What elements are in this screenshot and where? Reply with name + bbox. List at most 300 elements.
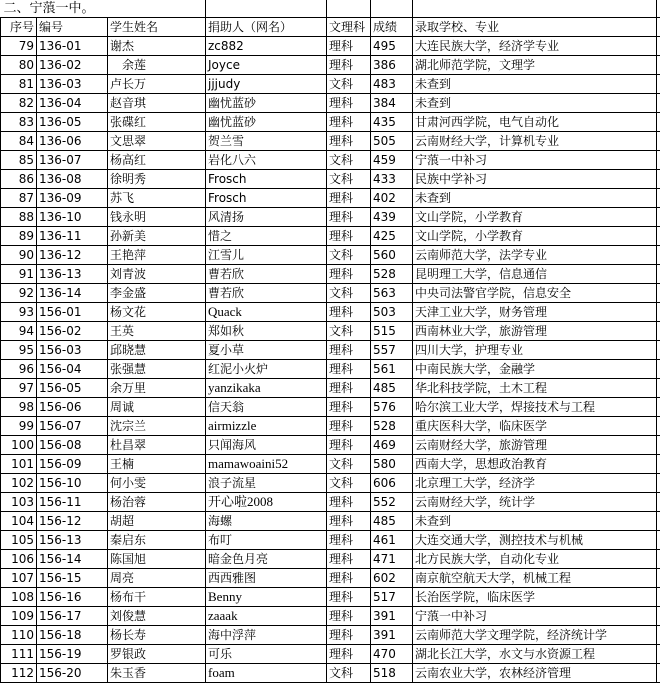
cell-cut xyxy=(657,56,660,75)
cell-no[interactable]: 95 xyxy=(1,341,37,360)
cell-name[interactable]: 徐明秀 xyxy=(108,170,206,189)
cell-track[interactable]: 理科 xyxy=(327,550,371,569)
cell-donor[interactable]: airmizzle xyxy=(206,417,327,436)
cell-school[interactable]: 云南农业大学，农林经济管理 xyxy=(413,664,657,683)
cell-name[interactable]: 沈宗兰 xyxy=(108,417,206,436)
cell-track[interactable]: 文科 xyxy=(327,455,371,474)
cell-name[interactable]: 秦启东 xyxy=(108,531,206,550)
cell-school[interactable]: 甘肃河西学院，电气自动化 xyxy=(413,113,657,132)
cell-school[interactable]: 哈尔滨工业大学，焊接技术与工程 xyxy=(413,398,657,417)
cell-school[interactable]: 北方民族大学，自动化专业 xyxy=(413,550,657,569)
cell-score[interactable]: 471 xyxy=(371,550,413,569)
cell-donor[interactable]: 海中浮萍 xyxy=(206,626,327,645)
cell-code[interactable]: 156-10 xyxy=(37,474,108,493)
cell-name[interactable]: 杨治蓉 xyxy=(108,493,206,512)
cell-cut xyxy=(657,37,660,56)
cell-name[interactable]: 余万里 xyxy=(108,379,206,398)
cell-score[interactable]: 518 xyxy=(371,664,413,683)
cell-no[interactable]: 101 xyxy=(1,455,37,474)
cell-code[interactable]: 136-02 xyxy=(37,56,108,75)
cell-no[interactable]: 102 xyxy=(1,474,37,493)
cell-school[interactable]: 北京理工大学，经济学 xyxy=(413,474,657,493)
cell-name[interactable]: 谢杰 xyxy=(108,37,206,56)
cell-donor[interactable]: zaaak xyxy=(206,607,327,626)
cell-track[interactable]: 理科 xyxy=(327,360,371,379)
cell-name[interactable]: 朱玉香 xyxy=(108,664,206,683)
cell-track[interactable]: 理科 xyxy=(327,227,371,246)
cell-code[interactable]: 156-02 xyxy=(37,322,108,341)
cell-donor[interactable]: 郑如秋 xyxy=(206,322,327,341)
title-row xyxy=(1,0,660,18)
cell-school[interactable]: 湖北长江大学，水文与水资源工程 xyxy=(413,645,657,664)
cell-cut xyxy=(657,132,660,151)
cell-cut xyxy=(657,531,660,550)
table-row xyxy=(1,341,660,360)
table-body xyxy=(1,37,660,683)
cell-donor[interactable]: 幽忧蓝砂 xyxy=(206,94,327,113)
cell-name[interactable]: 周诚 xyxy=(108,398,206,417)
cell-code[interactable]: 156-12 xyxy=(37,512,108,531)
cell-no[interactable]: 93 xyxy=(1,303,37,322)
cell-track[interactable]: 文科 xyxy=(327,284,371,303)
cell-school[interactable]: 长治医学院，临床医学 xyxy=(413,588,657,607)
cell-donor[interactable]: Frosch xyxy=(206,170,327,189)
cell-school[interactable]: 文山学院，小学教育 xyxy=(413,208,657,227)
cell-cut xyxy=(657,550,660,569)
cell-code[interactable]: 136-04 xyxy=(37,94,108,113)
cell-track[interactable]: 理科 xyxy=(327,113,371,132)
cell-score[interactable]: 483 xyxy=(371,75,413,94)
header-row xyxy=(1,18,660,37)
cell-name[interactable]: 刘青波 xyxy=(108,265,206,284)
cell-cut xyxy=(657,417,660,436)
cell-no[interactable]: 111 xyxy=(1,645,37,664)
cell-code[interactable]: 156-17 xyxy=(37,607,108,626)
cell-no[interactable]: 82 xyxy=(1,94,37,113)
cell-track[interactable]: 文科 xyxy=(327,246,371,265)
cell-no[interactable]: 90 xyxy=(1,246,37,265)
table-row xyxy=(1,265,660,284)
cell-name[interactable]: 杜昌翠 xyxy=(108,436,206,455)
cell-score[interactable]: 435 xyxy=(371,113,413,132)
cell-donor[interactable]: zc882 xyxy=(206,37,327,56)
cell-score[interactable]: 461 xyxy=(371,531,413,550)
cell-donor[interactable]: 可乐 xyxy=(206,645,327,664)
cell-cut xyxy=(657,246,660,265)
cell-cut xyxy=(657,474,660,493)
cell-score[interactable]: 528 xyxy=(371,265,413,284)
table-row xyxy=(1,246,660,265)
cell-score[interactable]: 425 xyxy=(371,227,413,246)
cell-name[interactable]: 李金盛 xyxy=(108,284,206,303)
cell-donor[interactable]: Joyce xyxy=(206,56,327,75)
cell-school[interactable]: 未查到 xyxy=(413,94,657,113)
cell-score[interactable]: 402 xyxy=(371,189,413,208)
cell-no[interactable]: 106 xyxy=(1,550,37,569)
cell-school[interactable]: 未查到 xyxy=(413,512,657,531)
cell-score[interactable]: 439 xyxy=(371,208,413,227)
cell-track[interactable]: 文科 xyxy=(327,75,371,94)
cell-code[interactable]: 136-05 xyxy=(37,113,108,132)
cell-no[interactable]: 83 xyxy=(1,113,37,132)
cell-donor[interactable]: 西西雅图 xyxy=(206,569,327,588)
cell-school[interactable]: 中央司法警官学院，信息安全 xyxy=(413,284,657,303)
cell-track[interactable]: 理科 xyxy=(327,379,371,398)
cell-name[interactable]: 王英 xyxy=(108,322,206,341)
cell-code[interactable]: 136-03 xyxy=(37,75,108,94)
cell-score[interactable]: 552 xyxy=(371,493,413,512)
cell-score[interactable]: 503 xyxy=(371,303,413,322)
table-row xyxy=(1,37,660,56)
column-header-cut xyxy=(657,18,660,37)
cell-name[interactable]: 王艳萍 xyxy=(108,246,206,265)
cell-school[interactable]: 未查到 xyxy=(413,189,657,208)
cell-track[interactable]: 理科 xyxy=(327,417,371,436)
cell-school[interactable]: 未查到 xyxy=(413,75,657,94)
cell-track[interactable]: 理科 xyxy=(327,56,371,75)
cell-name[interactable]: 杨布干 xyxy=(108,588,206,607)
cell-school[interactable]: 宁蒗一中补习 xyxy=(413,151,657,170)
cell-donor[interactable]: 夏小草 xyxy=(206,341,327,360)
cell-school[interactable]: 四川大学，护理专业 xyxy=(413,341,657,360)
cell-code[interactable]: 136-11 xyxy=(37,227,108,246)
cell-donor[interactable]: jjjudy xyxy=(206,75,327,94)
cell-code[interactable]: 136-14 xyxy=(37,284,108,303)
cell-donor[interactable]: 幽忧蓝砂 xyxy=(206,113,327,132)
cell-score[interactable]: 391 xyxy=(371,607,413,626)
cell-track[interactable]: 理科 xyxy=(327,341,371,360)
cell-name[interactable]: 刘俊慧 xyxy=(108,607,206,626)
cell-donor[interactable]: Quack xyxy=(206,303,327,322)
cell-code[interactable]: 136-07 xyxy=(37,151,108,170)
cell-track[interactable]: 理科 xyxy=(327,493,371,512)
cell-school[interactable]: 昆明理工大学，信息通信 xyxy=(413,265,657,284)
cell-no[interactable]: 99 xyxy=(1,417,37,436)
cell-donor[interactable]: 贺兰雪 xyxy=(206,132,327,151)
cell-score[interactable]: 580 xyxy=(371,455,413,474)
cell-donor[interactable]: yanzikaka xyxy=(206,379,327,398)
cell-no[interactable]: 112 xyxy=(1,664,37,683)
column-header-code[interactable]: 编号 xyxy=(37,18,108,37)
column-header-track[interactable]: 文理科 xyxy=(327,18,371,37)
cell-score[interactable]: 433 xyxy=(371,170,413,189)
cell-track[interactable]: 理科 xyxy=(327,265,371,284)
cell-donor[interactable]: 岩化八六 xyxy=(206,151,327,170)
cell-track[interactable]: 理科 xyxy=(327,588,371,607)
cell-donor[interactable]: mamawoaini52 xyxy=(206,455,327,474)
cell-cut xyxy=(657,113,660,132)
cell-donor[interactable]: Benny xyxy=(206,588,327,607)
cell-donor[interactable]: 开心啦2008 xyxy=(206,493,327,512)
table-row xyxy=(1,626,660,645)
cell-school[interactable]: 云南财经大学，统计学 xyxy=(413,493,657,512)
cell-code[interactable]: 156-13 xyxy=(37,531,108,550)
cell-name[interactable]: 罗银政 xyxy=(108,645,206,664)
cell-track[interactable]: 文科 xyxy=(327,474,371,493)
table-row xyxy=(1,436,660,455)
cell-code[interactable]: 156-18 xyxy=(37,626,108,645)
cell-name[interactable]: 王楠 xyxy=(108,455,206,474)
cell-score[interactable]: 528 xyxy=(371,417,413,436)
table-row xyxy=(1,645,660,664)
cell-no[interactable]: 88 xyxy=(1,208,37,227)
cell-no[interactable]: 80 xyxy=(1,56,37,75)
cell-track[interactable]: 理科 xyxy=(327,189,371,208)
cell-no[interactable]: 94 xyxy=(1,322,37,341)
cell-name[interactable]: 文思翠 xyxy=(108,132,206,151)
cell-no[interactable]: 92 xyxy=(1,284,37,303)
cell-cut xyxy=(657,189,660,208)
cell-school[interactable]: 民族中学补习 xyxy=(413,170,657,189)
cell-donor[interactable]: 只闻海风 xyxy=(206,436,327,455)
cell-cut xyxy=(657,341,660,360)
cell-no[interactable]: 100 xyxy=(1,436,37,455)
title-row-empty-cell[interactable] xyxy=(413,0,657,18)
cell-name[interactable]: 周亮 xyxy=(108,569,206,588)
cell-score[interactable]: 557 xyxy=(371,341,413,360)
cell-code[interactable]: 136-12 xyxy=(37,246,108,265)
cell-score[interactable]: 576 xyxy=(371,398,413,417)
cell-donor[interactable]: 曹若欣 xyxy=(206,284,327,303)
cell-school[interactable]: 云南师范大学文理学院，经济统计学 xyxy=(413,626,657,645)
cell-no[interactable]: 87 xyxy=(1,189,37,208)
cell-no[interactable]: 84 xyxy=(1,132,37,151)
table-row xyxy=(1,512,660,531)
column-header-donor[interactable]: 捐助人（网名） xyxy=(206,18,327,37)
cell-school[interactable]: 西南大学，思想政治教育 xyxy=(413,455,657,474)
cell-cut xyxy=(657,512,660,531)
cell-cut xyxy=(657,75,660,94)
cell-no[interactable]: 110 xyxy=(1,626,37,645)
cell-donor[interactable]: Frosch xyxy=(206,189,327,208)
cell-code[interactable]: 156-14 xyxy=(37,550,108,569)
cell-cut xyxy=(657,607,660,626)
cell-score[interactable]: 505 xyxy=(371,132,413,151)
cell-code[interactable]: 156-05 xyxy=(37,379,108,398)
cell-code[interactable]: 136-09 xyxy=(37,189,108,208)
cell-name[interactable]: 杨高红 xyxy=(108,151,206,170)
cell-score[interactable]: 459 xyxy=(371,151,413,170)
cell-score[interactable]: 602 xyxy=(371,569,413,588)
cell-name[interactable]: 苏飞 xyxy=(108,189,206,208)
cell-code[interactable]: 136-01 xyxy=(37,37,108,56)
cell-track[interactable]: 文科 xyxy=(327,170,371,189)
cell-code[interactable]: 156-20 xyxy=(37,664,108,683)
cell-cut xyxy=(657,436,660,455)
cell-name[interactable]: 张强慧 xyxy=(108,360,206,379)
cell-cut xyxy=(657,208,660,227)
cell-track[interactable]: 理科 xyxy=(327,398,371,417)
cell-name[interactable]: 胡超 xyxy=(108,512,206,531)
cell-score[interactable]: 561 xyxy=(371,360,413,379)
cell-code[interactable]: 136-10 xyxy=(37,208,108,227)
cell-code[interactable]: 136-06 xyxy=(37,132,108,151)
cell-score[interactable]: 560 xyxy=(371,246,413,265)
cell-cut xyxy=(657,284,660,303)
cell-school[interactable]: 大连交通大学，测控技术与机械 xyxy=(413,531,657,550)
cell-donor[interactable]: 风清扬 xyxy=(206,208,327,227)
cell-code[interactable]: 156-15 xyxy=(37,569,108,588)
cell-track[interactable]: 文科 xyxy=(327,664,371,683)
cell-no[interactable]: 104 xyxy=(1,512,37,531)
cell-code[interactable]: 156-08 xyxy=(37,436,108,455)
cell-cut xyxy=(657,322,660,341)
cell-no[interactable]: 81 xyxy=(1,75,37,94)
cell-cut xyxy=(657,588,660,607)
table-row xyxy=(1,607,660,626)
cell-score[interactable]: 563 xyxy=(371,284,413,303)
cell-school[interactable]: 重庆医科大学，临床医学 xyxy=(413,417,657,436)
cell-donor[interactable]: 海螺 xyxy=(206,512,327,531)
cell-school[interactable]: 中南民族大学，金融学 xyxy=(413,360,657,379)
cell-school[interactable]: 华北科技学院，土木工程 xyxy=(413,379,657,398)
cell-school[interactable]: 大连民族大学，经济学专业 xyxy=(413,37,657,56)
cell-code[interactable]: 156-07 xyxy=(37,417,108,436)
cell-track[interactable]: 文科 xyxy=(327,322,371,341)
cell-code[interactable]: 156-06 xyxy=(37,398,108,417)
column-header-school[interactable]: 录取学校、专业 xyxy=(413,18,657,37)
cell-school[interactable]: 西南林业大学，旅游管理 xyxy=(413,322,657,341)
cell-school[interactable]: 云南财经大学，计算机专业 xyxy=(413,132,657,151)
cell-no[interactable]: 105 xyxy=(1,531,37,550)
cell-track[interactable]: 理科 xyxy=(327,37,371,56)
cell-no[interactable]: 89 xyxy=(1,227,37,246)
cell-track[interactable]: 理科 xyxy=(327,531,371,550)
cell-no[interactable]: 97 xyxy=(1,379,37,398)
cell-name[interactable]: 赵音琪 xyxy=(108,94,206,113)
cell-no[interactable]: 85 xyxy=(1,151,37,170)
cell-cut xyxy=(657,569,660,588)
cell-school[interactable]: 文山学院，小学教育 xyxy=(413,227,657,246)
cell-cut xyxy=(657,151,660,170)
cell-score[interactable]: 495 xyxy=(371,37,413,56)
title-row-empty-cell[interactable] xyxy=(371,0,413,18)
table-row xyxy=(1,360,660,379)
cell-track[interactable]: 理科 xyxy=(327,645,371,664)
cell-code[interactable]: 156-09 xyxy=(37,455,108,474)
cell-no[interactable]: 103 xyxy=(1,493,37,512)
title-row-empty-cell xyxy=(657,0,660,18)
table-row xyxy=(1,493,660,512)
cell-code[interactable]: 156-16 xyxy=(37,588,108,607)
table-row xyxy=(1,208,660,227)
title-row-empty-cell[interactable] xyxy=(327,0,371,18)
cell-score[interactable]: 517 xyxy=(371,588,413,607)
table-row xyxy=(1,132,660,151)
cell-name[interactable]: 钱永明 xyxy=(108,208,206,227)
table-row xyxy=(1,303,660,322)
column-header-no[interactable]: 序号 xyxy=(1,18,37,37)
cell-no[interactable]: 109 xyxy=(1,607,37,626)
cell-donor[interactable]: foam xyxy=(206,664,327,683)
cell-code[interactable]: 156-01 xyxy=(37,303,108,322)
cell-track[interactable]: 理科 xyxy=(327,512,371,531)
cell-no[interactable]: 96 xyxy=(1,360,37,379)
cell-donor[interactable]: 布叮 xyxy=(206,531,327,550)
cell-code[interactable]: 156-11 xyxy=(37,493,108,512)
cell-donor[interactable]: 暗金色月亮 xyxy=(206,550,327,569)
cell-donor[interactable]: 信天翁 xyxy=(206,398,327,417)
cell-school[interactable]: 宁蒗一中补习 xyxy=(413,607,657,626)
cell-track[interactable]: 理科 xyxy=(327,436,371,455)
cell-name[interactable]: 何小雯 xyxy=(108,474,206,493)
table-row xyxy=(1,379,660,398)
cell-track[interactable]: 理科 xyxy=(327,208,371,227)
cell-no[interactable]: 107 xyxy=(1,569,37,588)
cell-score[interactable]: 469 xyxy=(371,436,413,455)
table-row xyxy=(1,550,660,569)
table-row xyxy=(1,170,660,189)
cell-name[interactable]: 陈国旭 xyxy=(108,550,206,569)
cell-no[interactable]: 91 xyxy=(1,265,37,284)
cell-code[interactable]: 156-19 xyxy=(37,645,108,664)
cell-score[interactable]: 391 xyxy=(371,626,413,645)
table-row xyxy=(1,322,660,341)
cell-track[interactable]: 理科 xyxy=(327,94,371,113)
cell-track[interactable]: 理科 xyxy=(327,132,371,151)
table-row xyxy=(1,189,660,208)
cell-donor[interactable]: 江雪儿 xyxy=(206,246,327,265)
cell-school[interactable]: 云南财经大学，旅游管理 xyxy=(413,436,657,455)
cell-no[interactable]: 108 xyxy=(1,588,37,607)
column-header-score[interactable]: 成绩 xyxy=(371,18,413,37)
cell-score[interactable]: 515 xyxy=(371,322,413,341)
cell-code[interactable]: 156-04 xyxy=(37,360,108,379)
cell-track[interactable]: 理科 xyxy=(327,626,371,645)
cell-code[interactable]: 156-03 xyxy=(37,341,108,360)
column-header-name[interactable]: 学生姓名 xyxy=(108,18,206,37)
cell-no[interactable]: 86 xyxy=(1,170,37,189)
cell-name[interactable]: 邱晓慧 xyxy=(108,341,206,360)
cell-school[interactable]: 湖北师范学院，文理学 xyxy=(413,56,657,75)
cell-score[interactable]: 386 xyxy=(371,56,413,75)
cell-track[interactable]: 理科 xyxy=(327,303,371,322)
table-row xyxy=(1,56,660,75)
cell-cut xyxy=(657,303,660,322)
cell-name[interactable]: 张碟红 xyxy=(108,113,206,132)
cell-no[interactable]: 98 xyxy=(1,398,37,417)
cell-score[interactable]: 485 xyxy=(371,379,413,398)
cell-score[interactable]: 606 xyxy=(371,474,413,493)
cell-name[interactable]: 卢长万 xyxy=(108,75,206,94)
cell-score[interactable]: 470 xyxy=(371,645,413,664)
cell-donor[interactable]: 惜之 xyxy=(206,227,327,246)
cell-cut xyxy=(657,94,660,113)
cell-school[interactable]: 南京航空航天大学，机械工程 xyxy=(413,569,657,588)
cell-score[interactable]: 384 xyxy=(371,94,413,113)
cell-no[interactable]: 79 xyxy=(1,37,37,56)
cell-name[interactable]: 余莲 xyxy=(108,56,206,75)
cell-code[interactable]: 136-08 xyxy=(37,170,108,189)
table-row xyxy=(1,474,660,493)
cell-name[interactable]: 杨文花 xyxy=(108,303,206,322)
cell-donor[interactable]: 红泥小火炉 xyxy=(206,360,327,379)
title-row-empty-cell[interactable] xyxy=(206,0,327,18)
cell-donor[interactable]: 浪子流星 xyxy=(206,474,327,493)
cell-name[interactable]: 孙新美 xyxy=(108,227,206,246)
cell-name[interactable]: 杨长寿 xyxy=(108,626,206,645)
cell-donor[interactable]: 曹若欣 xyxy=(206,265,327,284)
cell-track[interactable]: 文科 xyxy=(327,151,371,170)
cell-school[interactable]: 云南师范大学，法学专业 xyxy=(413,246,657,265)
cell-score[interactable]: 485 xyxy=(371,512,413,531)
cell-code[interactable]: 136-13 xyxy=(37,265,108,284)
cell-track[interactable]: 理科 xyxy=(327,607,371,626)
cell-cut xyxy=(657,265,660,284)
table-row xyxy=(1,94,660,113)
cell-school[interactable]: 天津工业大学，财务管理 xyxy=(413,303,657,322)
cell-track[interactable]: 理科 xyxy=(327,569,371,588)
